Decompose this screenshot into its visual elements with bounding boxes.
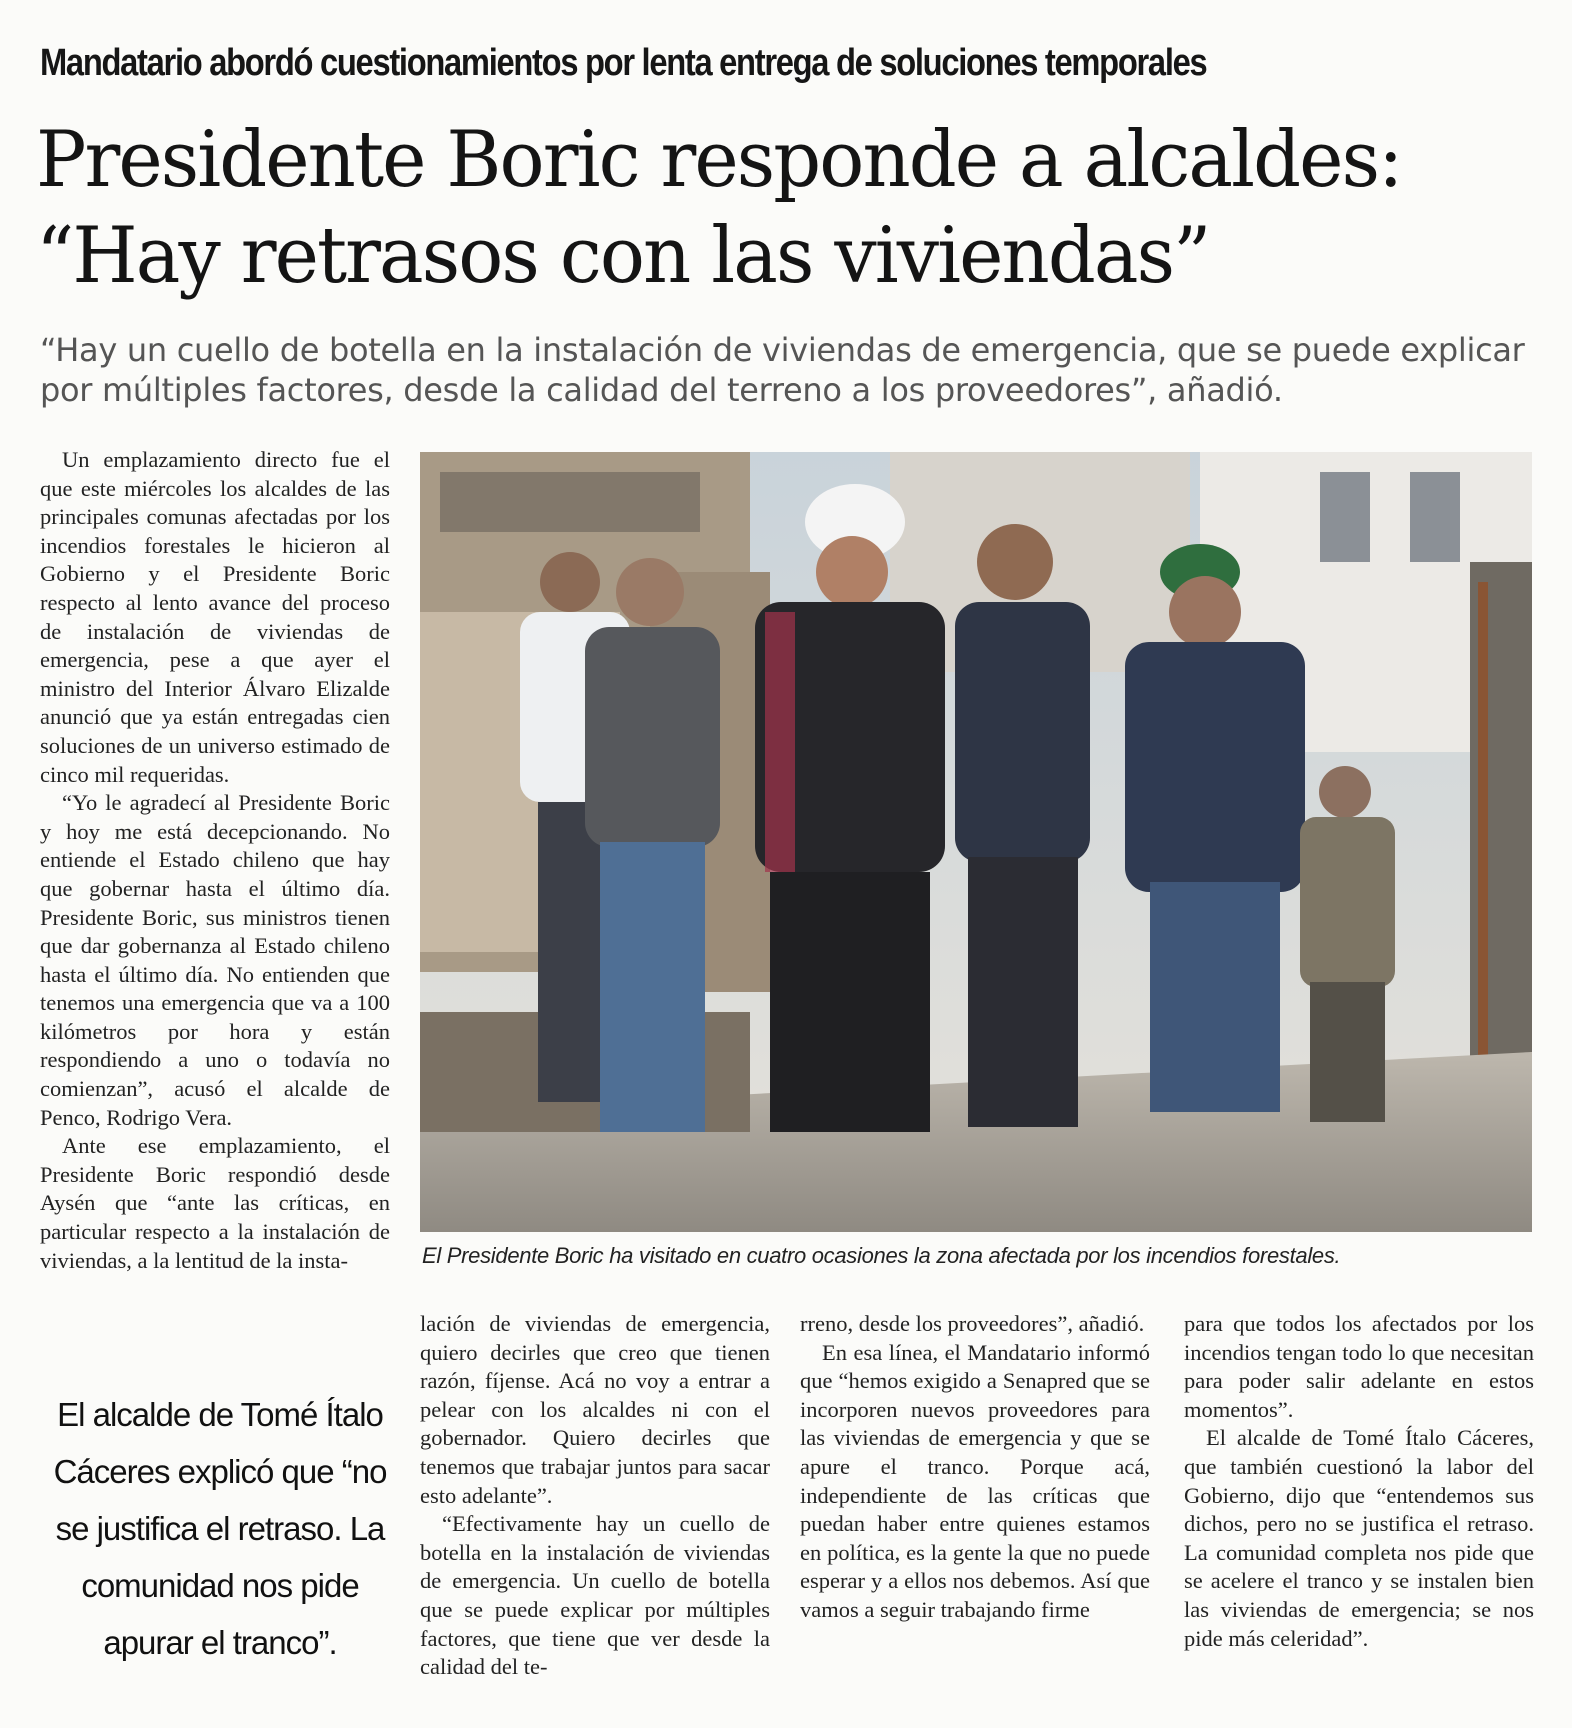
body-paragraph: rreno, desde los proveedores”, añadió. (800, 1311, 1145, 1336)
body-paragraph: Ante ese emplazamiento, el Presidente Boric respondió desde Aysén que “ante las críticas, en particular respecto a la instalación de viviendas, a la lentitud de la insta- (40, 1133, 390, 1273)
pull-quote: El alcalde de Tomé Ítalo Cáceres explicó que “no se justifica el retraso. La comunidad nos pide apurar el tranco”. (53, 1396, 387, 1661)
article-photo (420, 452, 1532, 1232)
body-paragraph: En esa línea, el Mandatario informó que “hemos exigido a Senapred que se incorporen nuevos proveedores para las viviendas de emergencia y que se apure el tranco. Porque acá, independiente de las críticas que puedan haber entre quienes estamos en política, es la gente la que no puede esperar y a ellos nos debemos. Así que vamos a seguir trabajando firme (800, 1339, 1150, 1622)
body-column-1 (40, 446, 390, 1275)
photo-illustration (420, 452, 1532, 1232)
body-paragraph: lación de viviendas de emergencia, quiero decirles que creo que tienen razón, fíjense. Acá no voy a entrar a pelear con los alcaldes ni con el gobernador. Quiero decirles que tenemos que trabajar juntos para sacar esto adelante”. (420, 1311, 770, 1508)
body-paragraph: para que todos los afectados por los incendios tengan todo lo que necesitan para poder salir adelante en estos momentos”. (1184, 1311, 1534, 1422)
body-paragraph: El alcalde de Tomé Ítalo Cáceres, que también cuestionó la labor del Gobierno, dijo que “entendemos sus dichos, pero no se justifica el retraso. La comunidad completa nos pide que se acelere el tranco y se instalen bien las viviendas de emergencia; se nos pide más celeridad”. (1184, 1425, 1534, 1651)
article-headline (36, 112, 1536, 304)
photo-caption: El Presidente Boric ha visitado en cuatro ocasiones la zona afectada por los incendios forestales. (422, 1243, 1341, 1268)
headline-line-1: Presidente Boric responde a alcaldes: (36, 115, 1402, 205)
body-paragraph: “Yo le agradecí al Presidente Boric y hoy me está decepcionando. No entiende el Estado chileno que hay que gobernar hasta el último día. Presidente Boric, sus ministros tienen que dar gobernanza al Estado chileno hasta el último día. No entienden que tenemos una emergencia que va a 100 kilómetros por hora y están respondiendo a uno o todavía no comienzan”, acusó el alcalde de Penco, Rodrigo Vera. (40, 790, 390, 1130)
body-paragraph: Un emplazamiento directo fue el que este miércoles los alcaldes de las principales comunas afectadas por los incendios forestales le hicieron al Gobierno y el Presidente Boric respecto al lento avance del proceso de instalación de viviendas de emergencia, pese a que ayer el ministro del Interior Álvaro Elizalde anunció que ya están entregadas cien soluciones de un universo estimado de cinco mil requeridas. (40, 447, 390, 787)
article-deck: “Hay un cuello de botella en la instalación de viviendas de emergencia, que se puede explicar por múltiples factores, desde la calidad del terreno a los proveedores”, añadió. (40, 331, 1525, 409)
body-column-3 (800, 1310, 1150, 1625)
article-kicker: Mandatario abordó cuestionamientos por lenta entrega de soluciones temporales (40, 42, 1207, 84)
body-paragraph: “Efectivamente hay un cuello de botella en la instalación de viviendas de emergencia. Un cuello de botella que se puede explicar por múltiples factores, que tiene que ver desde la calidad del te- (420, 1511, 770, 1680)
body-column-4 (1184, 1310, 1534, 1653)
headline-line-2: “Hay retrasos con las viviendas” (36, 211, 1210, 301)
body-column-2 (420, 1310, 770, 1682)
